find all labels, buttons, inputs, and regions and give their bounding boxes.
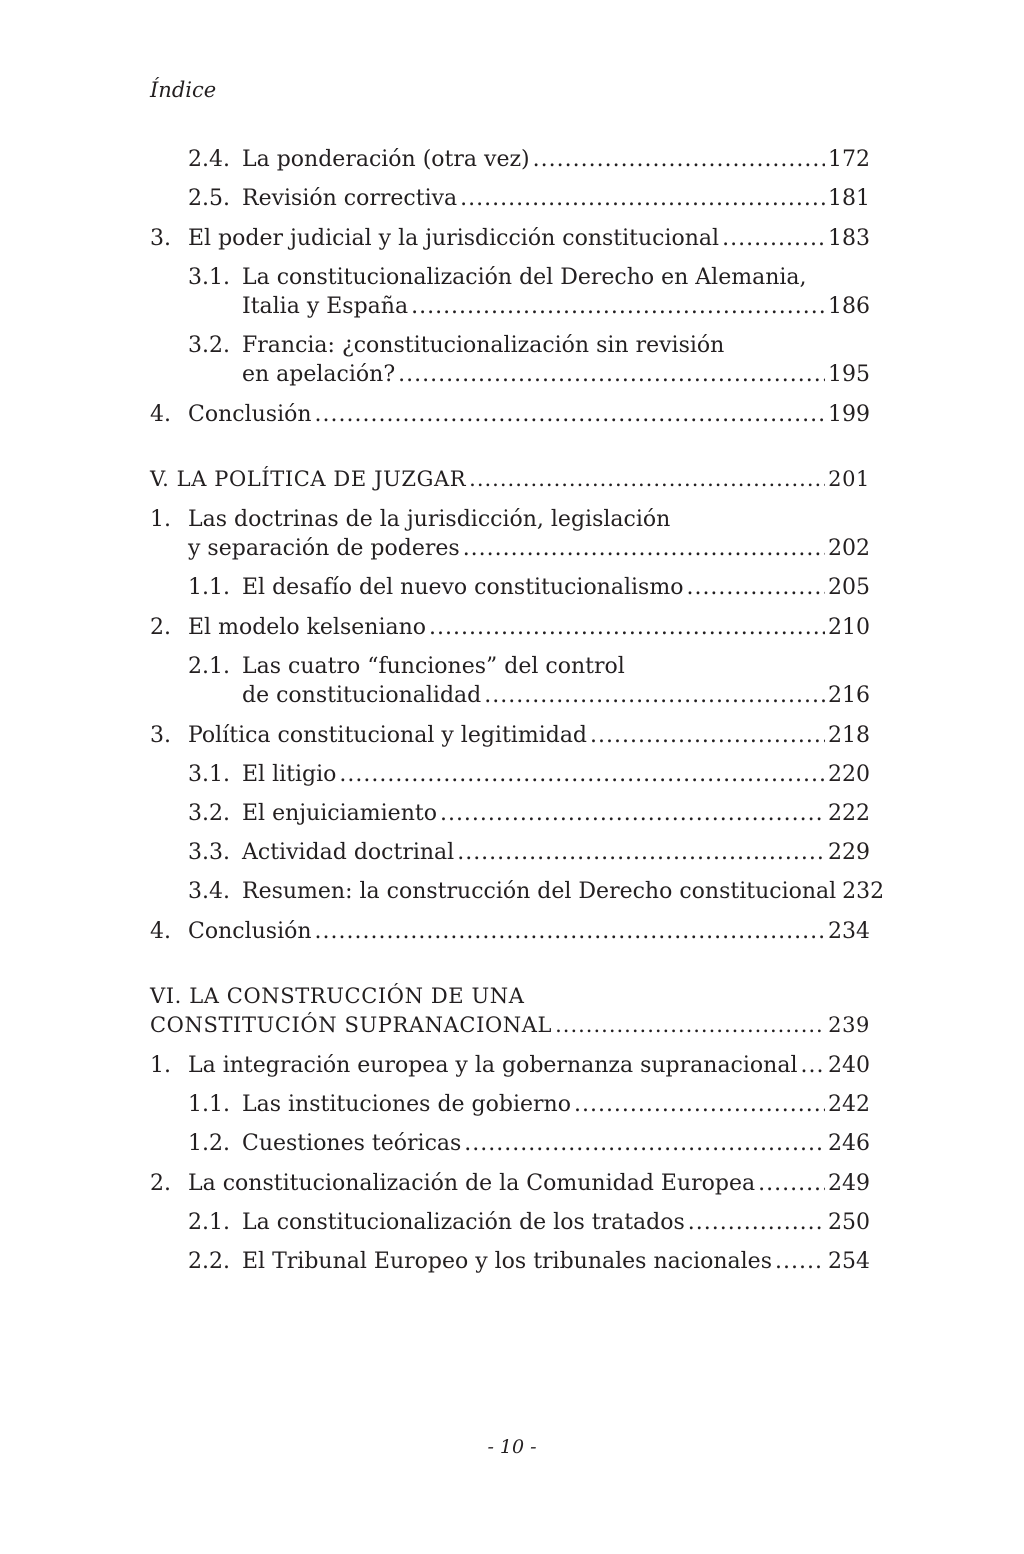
dot-leader [429,613,825,642]
toc-entry [150,224,870,253]
toc-entry-number: 1. [150,507,171,532]
dot-leader [398,360,825,389]
table-of-contents [150,145,885,1276]
toc-entry [150,1090,870,1119]
toc-entry-title: VI. LA CONSTRUCCIÓN DE UNA [150,984,525,1008]
toc-entry [150,721,870,750]
dot-leader [484,681,825,710]
toc-entry-title: La constitucionalización de los tratados [242,1210,685,1235]
toc-entry-page: 183 [828,226,870,251]
dot-leader [722,224,825,253]
dot-leader [463,534,825,563]
toc-entry-title: El Tribunal Europeo y los tribunales nacionales [242,1249,772,1274]
toc-entry-number: 4. [150,402,171,427]
dot-leader [775,1247,825,1276]
toc-entry [150,982,870,1040]
toc-entry-title: y separación de poderes [188,536,460,561]
toc-entry-number: 1.1. [188,575,230,600]
toc-entry-page: 201 [828,467,870,491]
toc-entry-page: 199 [828,402,870,427]
toc-entry-page: 195 [828,362,870,387]
toc-entry-title: Las cuatro “funciones” del control [242,654,625,679]
toc-entry-page: 254 [828,1249,870,1274]
toc-entry-title: en apelación? [242,362,396,387]
toc-entry-number: 2.1. [188,654,230,679]
toc-entry-number: 1.2. [188,1131,230,1156]
toc-entry-page: 216 [828,683,870,708]
page-number: - 10 - [487,1436,537,1458]
toc-entry-page: 220 [828,762,870,787]
toc-entry-page: 250 [828,1210,870,1235]
toc-entry-number: 3.1. [188,762,230,787]
dot-leader [469,465,825,494]
toc-entry-title: Las doctrinas de la jurisdicción, legislación [188,507,671,532]
toc-entry-title: CONSTITUCIÓN SUPRANACIONAL [150,1013,553,1037]
dot-leader [460,184,825,213]
toc-entry-title: El litigio [242,762,337,787]
toc-entry-number: 3.1. [188,265,230,290]
toc-entry [150,1247,870,1276]
toc-entry [150,917,870,946]
toc-entry-page: 205 [828,575,870,600]
toc-entry-page: 218 [828,723,870,748]
toc-entry [150,573,870,602]
toc-entry-number: 2.4. [188,147,230,172]
toc-entry-page: 232 [842,879,885,904]
dot-leader [315,917,825,946]
toc-entry-page: 186 [828,294,870,319]
toc-entry-number: 2.2. [188,1249,230,1274]
toc-entry-title: Actividad doctrinal [242,840,455,865]
running-head: Índice [150,78,217,102]
toc-entry-page: 229 [828,840,870,865]
toc-entry-number: 2.1. [188,1210,230,1235]
toc-entry-number: 3. [150,723,171,748]
toc-entry [150,505,870,563]
toc-entry-page: 249 [828,1171,870,1196]
dot-leader [411,292,825,321]
toc-entry [150,613,870,642]
toc-entry-title: La constitucionalización del Derecho en Alemania, [242,265,807,290]
toc-entry-page: 240 [828,1053,870,1078]
dot-leader [339,760,825,789]
toc-entry-page: 181 [828,186,870,211]
dot-leader [457,838,825,867]
dot-leader [533,145,825,174]
dot-leader [574,1090,825,1119]
toc-entry [150,1169,870,1198]
dot-leader [315,400,825,429]
dot-leader [464,1129,825,1158]
toc-entry-title: Resumen: la construcción del Derecho constitucional [242,879,837,904]
toc-entry [150,184,870,213]
toc-entry [150,145,870,174]
toc-entry [150,877,885,906]
toc-entry-number: 3.2. [188,333,230,358]
toc-entry [150,1051,870,1080]
toc-entry [150,1129,870,1158]
toc-entry-number: 3.4. [188,879,230,904]
toc-entry-title: Política constitucional y legitimidad [188,723,588,748]
toc-entry-title: Cuestiones teóricas [242,1131,462,1156]
toc-entry-page: 172 [828,147,870,172]
toc-entry-number: 3. [150,226,171,251]
toc-entry-number: 2. [150,1171,171,1196]
toc-entry [150,760,870,789]
toc-entry-title: Conclusión [188,919,312,944]
toc-entry [150,1208,870,1237]
toc-entry-number: 4. [150,919,171,944]
dot-leader [590,721,825,750]
toc-entry-page: 202 [828,536,870,561]
dot-leader [688,1208,825,1237]
dot-leader [758,1169,825,1198]
toc-entry [150,465,870,494]
toc-entry-page: 234 [828,919,870,944]
toc-entry-title: Conclusión [188,402,312,427]
toc-entry-title: Francia: ¿constitucionalización sin revisión [242,333,725,358]
toc-entry-title: de constitucionalidad [242,683,482,708]
toc-entry-page: 239 [828,1013,870,1037]
toc-entry-page: 222 [828,801,870,826]
toc-entry-title: Italia y España [242,294,409,319]
toc-entry-number: 2. [150,615,171,640]
toc-entry-number: 3.3. [188,840,230,865]
toc-entry-number: 3.2. [188,801,230,826]
toc-entry-page: 246 [828,1131,870,1156]
toc-entry-number: 1.1. [188,1092,230,1117]
toc-entry-title: V. LA POLÍTICA DE JUZGAR [150,467,467,491]
dot-leader [440,799,825,828]
toc-entry-title: Las instituciones de gobierno [242,1092,571,1117]
toc-entry [150,331,870,389]
dot-leader [555,1011,825,1040]
toc-entry-title: El poder judicial y la jurisdicción constitucional [188,226,720,251]
toc-entry-title: El desafío del nuevo constitucionalismo [242,575,684,600]
toc-entry-page: 210 [828,615,870,640]
toc-entry-title: El enjuiciamiento [242,801,437,826]
toc-entry [150,838,870,867]
toc-entry-title: La constitucionalización de la Comunidad Europea [188,1171,756,1196]
toc-entry-number: 2.5. [188,186,230,211]
toc-entry-title: El modelo kelseniano [188,615,427,640]
toc-entry [150,652,870,710]
dot-leader [800,1051,825,1080]
toc-entry [150,799,870,828]
toc-entry [150,263,870,321]
toc-entry [150,400,870,429]
toc-entry-number: 1. [150,1053,171,1078]
toc-entry-title: Revisión correctiva [242,186,458,211]
dot-leader [686,573,825,602]
toc-entry-page: 242 [828,1092,870,1117]
toc-entry-title: La ponderación (otra vez) [242,147,530,172]
toc-entry-title: La integración europea y la gobernanza supranacional [188,1053,798,1078]
